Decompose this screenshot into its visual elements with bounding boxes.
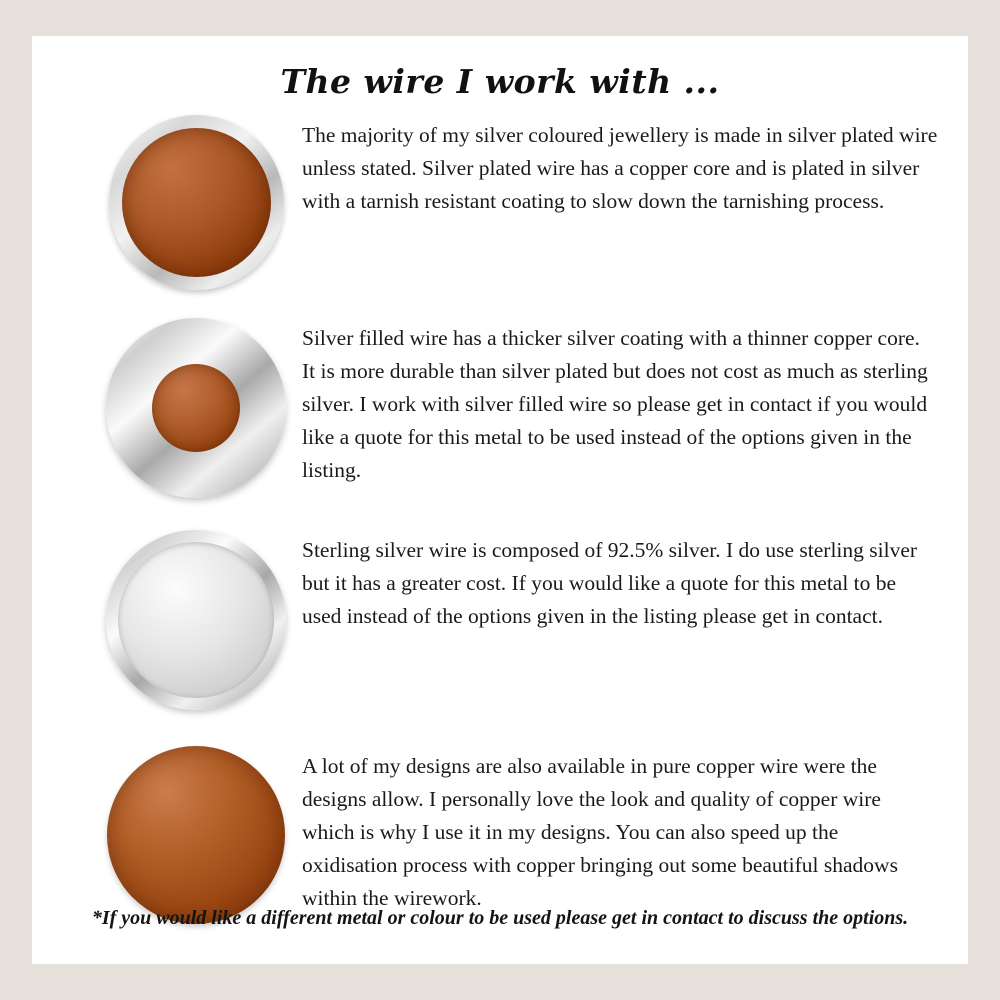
sterling-silver-wire-swatch bbox=[106, 530, 286, 710]
silver-plated-wire-swatch bbox=[109, 115, 284, 290]
description-cell bbox=[294, 318, 938, 487]
description-cell bbox=[294, 746, 938, 915]
copper-wire-swatch bbox=[107, 746, 285, 924]
description-cell bbox=[294, 115, 938, 218]
swatch-cell bbox=[98, 318, 294, 498]
swatch-cell bbox=[98, 115, 294, 290]
list-item bbox=[32, 746, 968, 924]
description-cell bbox=[294, 530, 938, 633]
copper-description: A lot of my designs are also available in pure copper wire were the designs allow. I personally love the look and quality of copper wire which is why I use it in my designs. You can also speed up the oxidisation process with copper bringing out some beautiful shadows within the wirework. bbox=[302, 754, 898, 910]
silver-filled-description: Silver filled wire has a thicker silver coating with a thinner copper core. It is more durable than silver plated but does not cost as much as sterling silver. I work with silver filled wire so please get in contact if you would like a quote for this metal to be used instead of the options given in the listing. bbox=[302, 326, 928, 482]
list-item bbox=[32, 115, 968, 290]
footnote: *If you would like a different metal or colour to be used please get in contact to discuss the options. bbox=[91, 907, 909, 929]
list-item bbox=[32, 530, 968, 710]
swatch-cell bbox=[98, 530, 294, 710]
info-card bbox=[32, 36, 968, 964]
wire-type-list bbox=[32, 115, 968, 924]
copper-core-icon bbox=[152, 364, 240, 452]
silver-filled-wire-swatch bbox=[106, 318, 286, 498]
silver-plated-description: The majority of my silver coloured jewellery is made in silver plated wire unless stated. Silver plated wire has a copper core and is plated in silver with a tarnish resistant coating to slow down the tarnishing process. bbox=[302, 123, 938, 213]
sterling-silver-description: Sterling silver wire is composed of 92.5% silver. I do use sterling silver but it has a greater cost. If you would like a quote for this metal to be used instead of the options given in the listing please get in contact. bbox=[302, 538, 918, 628]
silver-core-icon bbox=[118, 542, 274, 698]
swatch-cell bbox=[98, 746, 294, 924]
list-item bbox=[32, 318, 968, 498]
copper-core-icon bbox=[122, 128, 271, 277]
page-title: The wire I work with ... bbox=[280, 62, 720, 101]
